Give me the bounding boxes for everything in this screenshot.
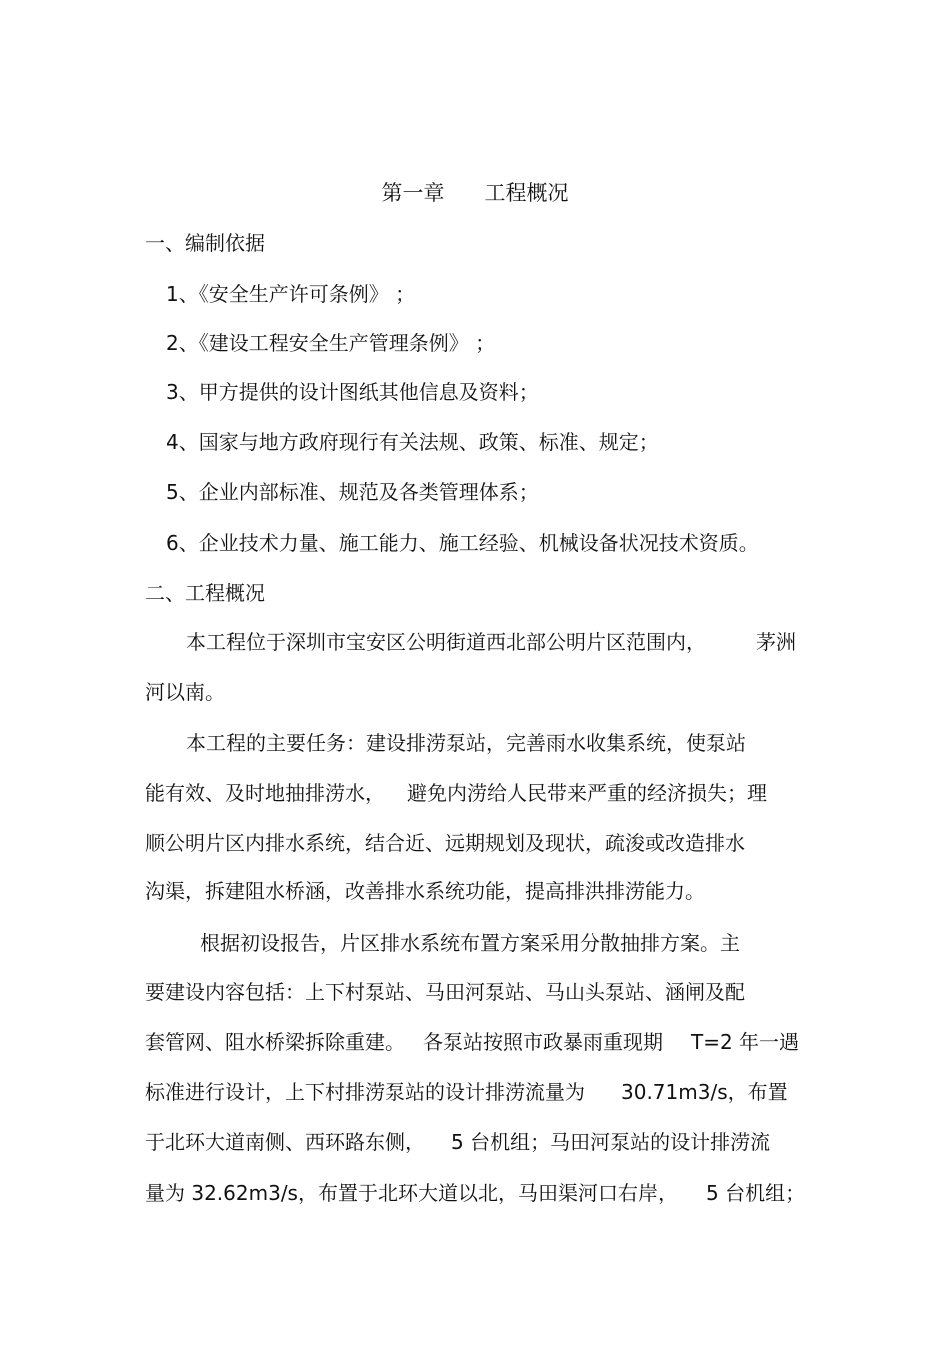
basis-item-2: 2、《建设工程安全生产管理条例》 ； xyxy=(166,331,496,355)
para3-line-4 xyxy=(145,1078,788,1106)
para2-line-2b: 避免内涝给人民带来严重的经济损失；理 xyxy=(407,781,767,805)
chapter-name: 工程概况 xyxy=(484,181,569,205)
section-heading-basis: 一、编制依据 xyxy=(145,231,265,255)
para3-line-2: 要建设内容包括：上下村泵站、马田河泵站、马山头泵站、涵闸及配 xyxy=(145,980,745,1004)
basis-item-4: 4、国家与地方政府现行有关法规、政策、标准、规定； xyxy=(166,430,659,454)
para3-line-5b: 5 台机组；马田河泵站的设计排涝流 xyxy=(451,1130,771,1154)
basis-item-1: 1、《安全生产许可条例》 ； xyxy=(166,282,416,306)
para3-line-5a: 于北环大道南侧、西环路东侧， xyxy=(145,1130,425,1154)
para1-line-1a: 本工程位于深圳市宝安区公明街道西北部公明片区范围内， xyxy=(186,630,706,654)
basis-item-3: 3、甲方提供的设计图纸其他信息及资料； xyxy=(166,380,539,404)
para2-line-4: 沟渠，拆建阻水桥涵，改善排水系统功能，提高排洪排涝能力。 xyxy=(145,879,705,903)
basis-item-6: 6、企业技术力量、施工能力、施工经验、机械设备状况技术资质。 xyxy=(166,531,759,555)
para1-line-1b: 茅洲 xyxy=(756,630,796,654)
para3-line-3b: 各泵站按照市政暴雨重现期 xyxy=(423,1030,663,1054)
para2-line-3: 顺公明片区内排水系统，结合近、远期规划及现状，疏浚或改造排水 xyxy=(145,831,745,855)
para3-line-3c: T=2 年一遇 xyxy=(691,1030,800,1054)
para3-line-6a: 量为 32.62m3/s，布置于北环大道以北，马田渠河口右岸， xyxy=(145,1181,678,1205)
para2-line-1: 本工程的主要任务：建设排涝泵站，完善雨水收集系统，使泵站 xyxy=(186,731,746,755)
para3-line-1: 根据初设报告，片区排水系统布置方案采用分散抽排方案。主 xyxy=(200,931,740,955)
para3-line-5 xyxy=(145,1128,770,1156)
para3-line-3a: 套管网、阻水桥梁拆除重建。 xyxy=(145,1030,405,1054)
para3-line-3 xyxy=(145,1028,799,1056)
chapter-title xyxy=(0,178,950,208)
para2-line-2 xyxy=(145,779,767,807)
para1-line-1 xyxy=(186,628,796,656)
para3-line-4b: 30.71m3/s，布置 xyxy=(621,1080,788,1104)
para3-line-4a: 标准进行设计，上下村排涝泵站的设计排涝流量为 xyxy=(145,1080,585,1104)
para1-line-2: 河以南。 xyxy=(145,680,225,704)
chapter-number: 第一章 xyxy=(381,181,445,205)
basis-item-5: 5、企业内部标准、规范及各类管理体系； xyxy=(166,480,539,504)
section-heading-overview: 二、工程概况 xyxy=(145,581,265,605)
para2-line-2a: 能有效、及时地抽排涝水， xyxy=(145,781,385,805)
para3-line-6b: 5 台机组； xyxy=(705,1181,806,1205)
para3-line-6 xyxy=(145,1179,805,1207)
